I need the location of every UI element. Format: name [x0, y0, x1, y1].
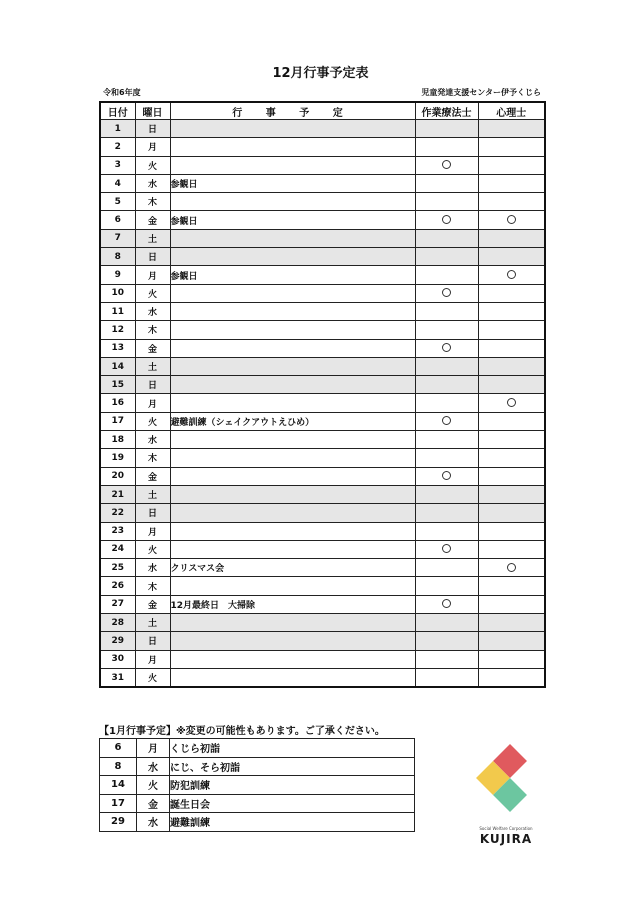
header-day: 曜日	[135, 102, 170, 120]
row-day: 日	[135, 248, 170, 266]
row-ot-cell	[415, 614, 478, 632]
row-psych-cell	[478, 138, 545, 156]
row-ot-cell	[415, 376, 478, 394]
row-ot-cell	[415, 120, 478, 138]
row-day: 金	[135, 211, 170, 229]
row-psych-cell	[478, 229, 545, 247]
row-ot-cell	[415, 193, 478, 211]
row-date: 19	[100, 449, 135, 467]
kujira-logo	[472, 744, 532, 822]
row-psych-cell	[478, 559, 545, 577]
row-ot-cell	[415, 467, 478, 485]
row-day: 月	[135, 650, 170, 668]
circle-mark-icon	[507, 270, 516, 279]
row-day: 火	[135, 284, 170, 302]
schedule-row	[100, 138, 545, 156]
row-date: 17	[100, 412, 135, 430]
row-day: 月	[135, 522, 170, 540]
row-date: 18	[100, 431, 135, 449]
row-psych-cell	[478, 266, 545, 284]
row-ot-cell	[415, 650, 478, 668]
schedule-row	[100, 577, 545, 595]
circle-mark-icon	[507, 398, 516, 407]
row-psych-cell	[478, 156, 545, 174]
schedule-row	[100, 174, 545, 192]
jan-event: 避難訓練	[170, 813, 415, 832]
row-psych-cell	[478, 522, 545, 540]
header-psych: 心理士	[478, 102, 545, 120]
row-day: 金	[135, 467, 170, 485]
row-ot-cell	[415, 357, 478, 375]
row-ot-cell	[415, 431, 478, 449]
row-date: 31	[100, 668, 135, 687]
schedule-row	[100, 522, 545, 540]
jan-day: 水	[137, 757, 170, 776]
row-ot-cell	[415, 321, 478, 339]
row-day: 水	[135, 174, 170, 192]
jan-date: 29	[100, 813, 137, 832]
row-day: 金	[135, 339, 170, 357]
jan-day: 水	[137, 813, 170, 832]
jan-day: 月	[137, 739, 170, 758]
row-date: 14	[100, 357, 135, 375]
schedule-row	[100, 485, 545, 503]
row-day: 火	[135, 156, 170, 174]
row-psych-cell	[478, 504, 545, 522]
row-day: 水	[135, 302, 170, 320]
fiscal-year: 令和6年度	[103, 88, 141, 97]
row-date: 5	[100, 193, 135, 211]
row-ot-cell	[415, 668, 478, 687]
row-day: 金	[135, 595, 170, 613]
row-event	[170, 540, 415, 558]
row-event	[170, 485, 415, 503]
row-psych-cell	[478, 193, 545, 211]
row-psych-cell	[478, 595, 545, 613]
row-day: 土	[135, 485, 170, 503]
row-day: 日	[135, 504, 170, 522]
row-event	[170, 614, 415, 632]
row-day: 土	[135, 357, 170, 375]
schedule-row	[100, 120, 545, 138]
row-event: 参観日	[170, 211, 415, 229]
row-day: 土	[135, 614, 170, 632]
row-date: 7	[100, 229, 135, 247]
row-date: 10	[100, 284, 135, 302]
row-date: 27	[100, 595, 135, 613]
row-day: 日	[135, 632, 170, 650]
row-event: 参観日	[170, 266, 415, 284]
row-date: 20	[100, 467, 135, 485]
row-ot-cell	[415, 449, 478, 467]
row-day: 火	[135, 412, 170, 430]
january-row	[100, 739, 415, 758]
row-day: 土	[135, 229, 170, 247]
row-ot-cell	[415, 138, 478, 156]
row-psych-cell	[478, 339, 545, 357]
row-event	[170, 632, 415, 650]
row-psych-cell	[478, 668, 545, 687]
row-ot-cell	[415, 577, 478, 595]
row-date: 13	[100, 339, 135, 357]
row-psych-cell	[478, 540, 545, 558]
circle-mark-icon	[442, 471, 451, 480]
january-row	[100, 794, 415, 813]
page-title: 12月行事予定表	[272, 66, 369, 81]
row-event	[170, 193, 415, 211]
row-event	[170, 248, 415, 266]
schedule-row	[100, 650, 545, 668]
row-event: 避難訓練（シェイクアウトえひめ）	[170, 412, 415, 430]
row-ot-cell	[415, 211, 478, 229]
row-event	[170, 376, 415, 394]
row-event	[170, 120, 415, 138]
center-name: 児童発達支援センター伊予くじら	[421, 88, 541, 97]
schedule-row	[100, 376, 545, 394]
row-event	[170, 668, 415, 687]
row-ot-cell	[415, 522, 478, 540]
circle-mark-icon	[442, 416, 451, 425]
row-event: 12月最終日 大掃除	[170, 595, 415, 613]
row-psych-cell	[478, 467, 545, 485]
row-psych-cell	[478, 302, 545, 320]
row-date: 26	[100, 577, 135, 595]
row-date: 2	[100, 138, 135, 156]
row-date: 15	[100, 376, 135, 394]
schedule-row	[100, 467, 545, 485]
row-event	[170, 394, 415, 412]
row-psych-cell	[478, 284, 545, 302]
row-ot-cell	[415, 174, 478, 192]
row-ot-cell	[415, 412, 478, 430]
schedule-row	[100, 211, 545, 229]
row-event	[170, 650, 415, 668]
circle-mark-icon	[507, 563, 516, 572]
logo-name: KUJIRA	[479, 832, 533, 846]
row-psych-cell	[478, 120, 545, 138]
row-date: 3	[100, 156, 135, 174]
january-table	[99, 738, 415, 832]
schedule-row	[100, 284, 545, 302]
schedule-row	[100, 357, 545, 375]
schedule-row	[100, 302, 545, 320]
row-psych-cell	[478, 357, 545, 375]
row-psych-cell	[478, 321, 545, 339]
january-row	[100, 813, 415, 832]
circle-mark-icon	[442, 544, 451, 553]
january-heading: 【1月行事予定】※変更の可能性もあります。ご了承ください。	[99, 726, 385, 737]
schedule-row	[100, 339, 545, 357]
row-psych-cell	[478, 174, 545, 192]
row-day: 木	[135, 449, 170, 467]
row-date: 9	[100, 266, 135, 284]
schedule-row	[100, 412, 545, 430]
row-event	[170, 302, 415, 320]
row-event: クリスマス会	[170, 559, 415, 577]
header-events: 行 事 予 定	[170, 102, 415, 120]
row-date: 12	[100, 321, 135, 339]
january-row	[100, 757, 415, 776]
row-event	[170, 229, 415, 247]
row-ot-cell	[415, 394, 478, 412]
circle-mark-icon	[442, 343, 451, 352]
row-event	[170, 321, 415, 339]
schedule-row	[100, 394, 545, 412]
row-date: 29	[100, 632, 135, 650]
circle-mark-icon	[442, 288, 451, 297]
header-date: 日付	[100, 102, 135, 120]
row-date: 23	[100, 522, 135, 540]
row-psych-cell	[478, 614, 545, 632]
schedule-row	[100, 431, 545, 449]
row-event	[170, 431, 415, 449]
row-event	[170, 156, 415, 174]
schedule-row	[100, 668, 545, 687]
row-event	[170, 449, 415, 467]
row-day: 火	[135, 540, 170, 558]
schedule-row	[100, 614, 545, 632]
circle-mark-icon	[442, 599, 451, 608]
row-psych-cell	[478, 376, 545, 394]
logo-subtitle: Social Welfare Corporation	[479, 826, 533, 831]
row-event	[170, 467, 415, 485]
row-psych-cell	[478, 431, 545, 449]
row-ot-cell	[415, 540, 478, 558]
row-event	[170, 284, 415, 302]
row-event	[170, 357, 415, 375]
header-ot: 作業療法士	[415, 102, 478, 120]
row-date: 4	[100, 174, 135, 192]
schedule-row	[100, 540, 545, 558]
jan-day: 火	[137, 776, 170, 795]
schedule-row	[100, 248, 545, 266]
row-ot-cell	[415, 266, 478, 284]
jan-event: 防犯訓練	[170, 776, 415, 795]
row-event	[170, 339, 415, 357]
jan-date: 17	[100, 794, 137, 813]
row-psych-cell	[478, 632, 545, 650]
schedule-row	[100, 559, 545, 577]
row-ot-cell	[415, 284, 478, 302]
row-ot-cell	[415, 595, 478, 613]
row-ot-cell	[415, 248, 478, 266]
schedule-row	[100, 156, 545, 174]
circle-mark-icon	[442, 215, 451, 224]
jan-event: にじ、そら初詣	[170, 757, 415, 776]
row-ot-cell	[415, 229, 478, 247]
row-ot-cell	[415, 632, 478, 650]
schedule-row	[100, 229, 545, 247]
row-psych-cell	[478, 211, 545, 229]
row-date: 28	[100, 614, 135, 632]
row-psych-cell	[478, 412, 545, 430]
schedule-row	[100, 632, 545, 650]
row-ot-cell	[415, 504, 478, 522]
jan-date: 6	[100, 739, 137, 758]
row-psych-cell	[478, 248, 545, 266]
row-day: 日	[135, 120, 170, 138]
row-day: 月	[135, 138, 170, 156]
row-ot-cell	[415, 302, 478, 320]
row-event: 参観日	[170, 174, 415, 192]
schedule-row	[100, 595, 545, 613]
schedule-row	[100, 321, 545, 339]
row-date: 22	[100, 504, 135, 522]
row-day: 木	[135, 577, 170, 595]
row-event	[170, 522, 415, 540]
row-psych-cell	[478, 577, 545, 595]
schedule-row	[100, 266, 545, 284]
row-day: 水	[135, 431, 170, 449]
row-date: 25	[100, 559, 135, 577]
row-day: 木	[135, 321, 170, 339]
schedule-table	[99, 101, 546, 688]
jan-event: くじら初詣	[170, 739, 415, 758]
row-day: 木	[135, 193, 170, 211]
row-date: 6	[100, 211, 135, 229]
row-date: 16	[100, 394, 135, 412]
row-date: 21	[100, 485, 135, 503]
jan-date: 8	[100, 757, 137, 776]
row-psych-cell	[478, 650, 545, 668]
row-ot-cell	[415, 339, 478, 357]
row-ot-cell	[415, 559, 478, 577]
row-date: 11	[100, 302, 135, 320]
row-date: 30	[100, 650, 135, 668]
schedule-header-row	[100, 102, 545, 120]
row-date: 1	[100, 120, 135, 138]
row-date: 8	[100, 248, 135, 266]
row-day: 日	[135, 376, 170, 394]
row-day: 水	[135, 559, 170, 577]
row-day: 月	[135, 266, 170, 284]
row-event	[170, 138, 415, 156]
row-ot-cell	[415, 156, 478, 174]
row-event	[170, 577, 415, 595]
january-row	[100, 776, 415, 795]
row-psych-cell	[478, 485, 545, 503]
row-ot-cell	[415, 485, 478, 503]
circle-mark-icon	[507, 215, 516, 224]
row-psych-cell	[478, 449, 545, 467]
jan-date: 14	[100, 776, 137, 795]
jan-event: 誕生日会	[170, 794, 415, 813]
jan-day: 金	[137, 794, 170, 813]
schedule-row	[100, 193, 545, 211]
circle-mark-icon	[442, 160, 451, 169]
schedule-row	[100, 449, 545, 467]
row-day: 月	[135, 394, 170, 412]
row-day: 火	[135, 668, 170, 687]
row-event	[170, 504, 415, 522]
row-psych-cell	[478, 394, 545, 412]
row-date: 24	[100, 540, 135, 558]
schedule-row	[100, 504, 545, 522]
